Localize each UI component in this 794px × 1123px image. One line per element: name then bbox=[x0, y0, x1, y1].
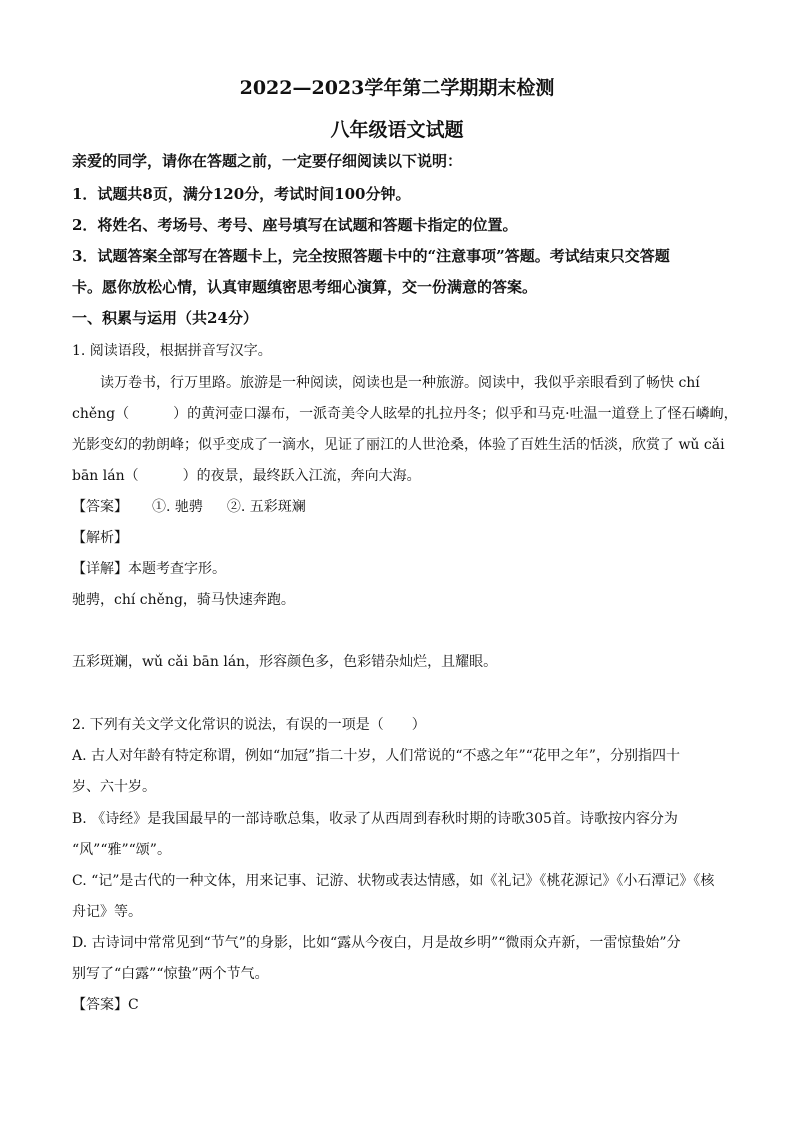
q2-option-c-line-2: 舟记》等。 bbox=[72, 904, 142, 920]
q1-analysis-label: 【解析】 bbox=[72, 530, 128, 546]
instruction-item-3-line-2: 卡。愿你放松心情，认真审题缜密思考细心演算，交一份满意的答案。 bbox=[72, 278, 538, 296]
q2-answer bbox=[72, 994, 139, 1014]
q2-answer-label: 【答案】 bbox=[72, 997, 128, 1013]
q2-option-d-line-1: D. 古诗词中常常见到“节气”的身影，比如“露从今夜白，月是故乡明”“微雨众卉新，一雷惊蛰始”分 bbox=[72, 935, 681, 951]
q1-passage-line-2-text: ）的黄河壶口瀑布，一派奇美令人眩晕的扎拉丹冬；似乎和马克·吐温一道登上了怪石嶙峋， bbox=[173, 406, 738, 422]
q1-explain-1: 驰骋，chí chěng，骑马快速奔跑。 bbox=[72, 592, 295, 608]
q2-option-a-line-1: A. 古人对年龄有特定称谓，例如“加冠”指二十岁，人们常说的“不惑之年”“花甲之年”，分别指四十 bbox=[72, 748, 680, 764]
q2-option-a-line-2: 岁、六十岁。 bbox=[72, 779, 156, 795]
q1-answer bbox=[72, 496, 306, 516]
q1-passage-line-4 bbox=[72, 465, 421, 485]
section-1-heading: 一、积累与运用（共24分） bbox=[72, 309, 258, 327]
q1-pinyin-1: chěng（ bbox=[72, 406, 130, 422]
q2-option-b-line-2: “风”“雅”“颂”。 bbox=[72, 842, 171, 858]
q1-explain-2: 五彩斑斓，wǔ cǎi bān lán，形容颜色多，色彩错杂灿烂，且耀眼。 bbox=[72, 654, 498, 670]
instruction-item-1: 1．试题共8页，满分120分，考试时间100分钟。 bbox=[72, 185, 411, 203]
q2-stem: 2. 下列有关文学文化常识的说法，有误的一项是（ ） bbox=[72, 717, 426, 733]
q1-pinyin-2: bān lán（ bbox=[72, 468, 139, 484]
q2-option-d-line-2: 别写了“白露”“惊蛰”两个节气。 bbox=[72, 966, 269, 982]
q1-stem: 1. 阅读语段，根据拼音写汉字。 bbox=[72, 343, 272, 359]
exam-subtitle: 八年级语文试题 bbox=[330, 119, 464, 141]
q1-answer-2: ②. 五彩斑斓 bbox=[226, 499, 306, 515]
q1-answer-label: 【答案】 bbox=[72, 499, 128, 515]
q2-answer-value: C bbox=[128, 997, 139, 1013]
instruction-item-3-line-1: 3．试题答案全部写在答题卡上，完全按照答题卡中的“注意事项”答题。考试结束只交答题 bbox=[72, 247, 670, 265]
q1-detail: 【详解】本题考查字形。 bbox=[72, 561, 226, 577]
instruction-item-2: 2．将姓名、考场号、考号、座号填写在试题和答题卡指定的位置。 bbox=[72, 216, 518, 234]
q1-passage-line-1: 读万卷书，行万里路。旅游是一种阅读，阅读也是一种旅游。阅读中，我似乎亲眼看到了畅快 chí bbox=[100, 375, 700, 391]
exam-title: 2022—2023学年第二学期期末检测 bbox=[239, 77, 555, 99]
q1-passage-line-2 bbox=[72, 403, 738, 423]
q1-passage-line-3: 光影变幻的勃朗峰；似乎变成了一滴水，见证了丽江的人世沧桑，体验了百姓生活的恬淡，欣赏了 wǔ cǎi bbox=[72, 437, 725, 453]
q2-option-c-line-1: C. “记”是古代的一种文体，用来记事、记游、状物或表达情感，如《礼记》《桃花源记》《小石潭记》《核 bbox=[72, 873, 715, 889]
q1-passage-line-4-text: ）的夜景，最终跃入江流，奔向大海。 bbox=[182, 468, 421, 484]
instructions-greeting: 亲爱的同学，请你在答题之前，一定要仔细阅读以下说明： bbox=[72, 152, 463, 170]
q2-option-b-line-1: B. 《诗经》是我国最早的一部诗歌总集，收录了从西周到春秋时期的诗歌305首。诗歌按内容分为 bbox=[72, 811, 678, 827]
q1-answer-1: ①. 驰骋 bbox=[152, 499, 203, 515]
